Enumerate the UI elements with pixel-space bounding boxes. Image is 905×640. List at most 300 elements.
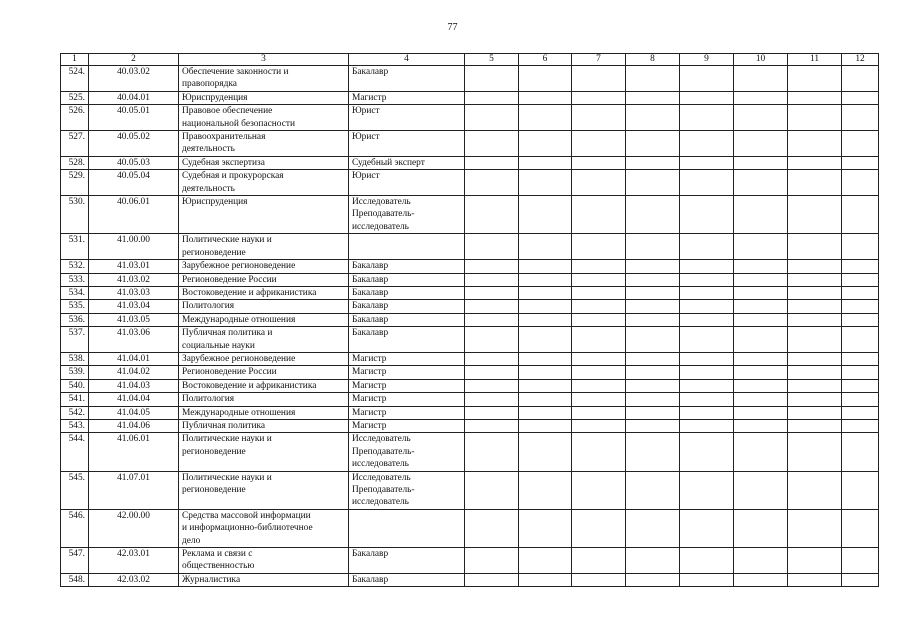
table-row — [61, 156, 879, 169]
column-11-cell — [788, 419, 842, 432]
specialty-code: 40.03.02 — [89, 66, 179, 92]
specialty-name — [179, 573, 349, 586]
specialty-name-line: Журналистика — [182, 574, 241, 585]
column-6-cell — [519, 286, 572, 299]
column-12-cell — [842, 352, 879, 365]
column-12-cell — [842, 234, 879, 260]
specialty-code: 40.05.04 — [89, 170, 179, 196]
column-8-cell — [626, 548, 680, 574]
column-11-cell — [788, 91, 842, 104]
column-8-cell — [626, 366, 680, 379]
row-number: 537. — [61, 327, 89, 353]
qualification-line: Бакалавр — [352, 274, 389, 285]
qualification-line: Юрист — [352, 106, 380, 117]
column-6-cell — [519, 366, 572, 379]
column-7-cell — [572, 260, 626, 273]
specialty-code: 40.05.01 — [89, 105, 179, 131]
qualification — [349, 260, 465, 273]
column-12-cell — [842, 286, 879, 299]
column-11-cell — [788, 170, 842, 196]
column-6-cell — [519, 313, 572, 326]
row-number: 527. — [61, 131, 89, 157]
column-6-cell — [519, 433, 572, 471]
column-6-cell — [519, 327, 572, 353]
specialty-name — [179, 366, 349, 379]
specialty-code: 41.04.05 — [89, 406, 179, 419]
specialty-name — [179, 393, 349, 406]
specialty-code: 41.04.04 — [89, 393, 179, 406]
column-7-cell — [572, 393, 626, 406]
row-number: 525. — [61, 91, 89, 104]
column-5-cell — [465, 573, 519, 586]
column-6-cell — [519, 91, 572, 104]
column-10-cell — [734, 509, 788, 547]
specialty-name — [179, 170, 349, 196]
qualification — [349, 234, 465, 260]
column-7-cell — [572, 300, 626, 313]
column-10-cell — [734, 260, 788, 273]
specialty-name — [179, 379, 349, 392]
specialty-name — [179, 131, 349, 157]
row-number: 548. — [61, 573, 89, 586]
qualification — [349, 273, 465, 286]
specialty-code: 42.00.00 — [89, 509, 179, 547]
column-header: 4 — [349, 54, 465, 66]
column-10-cell — [734, 419, 788, 432]
column-5-cell — [465, 313, 519, 326]
column-8-cell — [626, 471, 680, 509]
row-number: 546. — [61, 509, 89, 547]
column-header: 11 — [788, 54, 842, 66]
column-7-cell — [572, 91, 626, 104]
column-7-cell — [572, 105, 626, 131]
specialty-name-line: регионоведение — [182, 485, 246, 495]
column-10-cell — [734, 170, 788, 196]
column-8-cell — [626, 300, 680, 313]
column-8-cell — [626, 379, 680, 392]
column-9-cell — [680, 105, 734, 131]
column-header: 2 — [89, 54, 179, 66]
column-5-cell — [465, 366, 519, 379]
qualification — [349, 366, 465, 379]
row-number: 547. — [61, 548, 89, 574]
column-10-cell — [734, 300, 788, 313]
column-10-cell — [734, 471, 788, 509]
column-11-cell — [788, 234, 842, 260]
row-number: 541. — [61, 393, 89, 406]
column-8-cell — [626, 286, 680, 299]
row-number: 538. — [61, 352, 89, 365]
qualification — [349, 406, 465, 419]
column-10-cell — [734, 352, 788, 365]
specialty-name-line: дело — [182, 535, 201, 546]
column-11-cell — [788, 471, 842, 509]
row-number: 528. — [61, 156, 89, 169]
column-12-cell — [842, 131, 879, 157]
column-12-cell — [842, 313, 879, 326]
column-12-cell — [842, 433, 879, 471]
specialty-name-line: Судебная экспертиза — [182, 157, 265, 168]
column-5-cell — [465, 300, 519, 313]
column-11-cell — [788, 352, 842, 365]
column-6-cell — [519, 131, 572, 157]
column-11-cell — [788, 573, 842, 586]
qualification-line: Преподаватель- — [352, 446, 415, 457]
column-8-cell — [626, 433, 680, 471]
column-11-cell — [788, 156, 842, 169]
column-8-cell — [626, 234, 680, 260]
table-row — [61, 509, 879, 547]
specialty-code: 41.03.03 — [89, 286, 179, 299]
column-12-cell — [842, 91, 879, 104]
specialty-name — [179, 509, 349, 547]
column-5-cell — [465, 260, 519, 273]
specialty-name-line: Политические науки и — [182, 434, 272, 445]
column-12-cell — [842, 393, 879, 406]
column-11-cell — [788, 273, 842, 286]
specialty-code: 41.03.02 — [89, 273, 179, 286]
column-6-cell — [519, 234, 572, 260]
column-5-cell — [465, 273, 519, 286]
table-row — [61, 286, 879, 299]
column-8-cell — [626, 196, 680, 234]
column-header: 8 — [626, 54, 680, 66]
qualification — [349, 573, 465, 586]
column-9-cell — [680, 313, 734, 326]
column-9-cell — [680, 234, 734, 260]
specialty-name — [179, 66, 349, 92]
column-10-cell — [734, 273, 788, 286]
specialty-code: 41.03.01 — [89, 260, 179, 273]
specialty-name-line: общественностью — [182, 561, 255, 572]
specialty-name-line: Реклама и связи с — [182, 549, 253, 560]
column-7-cell — [572, 406, 626, 419]
table-row — [61, 471, 879, 509]
column-6-cell — [519, 105, 572, 131]
column-5-cell — [465, 419, 519, 432]
column-5-cell — [465, 352, 519, 365]
row-number: 534. — [61, 286, 89, 299]
page-number: 77 — [447, 22, 458, 33]
table-row — [61, 260, 879, 273]
table-body — [61, 66, 879, 587]
column-8-cell — [626, 313, 680, 326]
specialty-name — [179, 352, 349, 365]
qualification — [349, 131, 465, 157]
column-5-cell — [465, 433, 519, 471]
column-10-cell — [734, 286, 788, 299]
column-9-cell — [680, 327, 734, 353]
column-5-cell — [465, 105, 519, 131]
column-header: 1 — [61, 54, 89, 66]
column-10-cell — [734, 548, 788, 574]
column-6-cell — [519, 170, 572, 196]
table-row — [61, 352, 879, 365]
qualification — [349, 196, 465, 234]
column-header: 7 — [572, 54, 626, 66]
column-9-cell — [680, 170, 734, 196]
table-row — [61, 66, 879, 92]
qualification — [349, 105, 465, 131]
specialty-name-line: Судебная и прокурорская — [182, 171, 284, 182]
column-11-cell — [788, 379, 842, 392]
row-number: 540. — [61, 379, 89, 392]
specialty-name — [179, 433, 349, 471]
column-7-cell — [572, 419, 626, 432]
qualification — [349, 300, 465, 313]
qualification-line: Юрист — [352, 171, 380, 182]
column-9-cell — [680, 406, 734, 419]
row-number: 532. — [61, 260, 89, 273]
specialty-code: 41.07.01 — [89, 471, 179, 509]
header-row — [61, 54, 879, 66]
qualification-line: Бакалавр — [352, 549, 389, 560]
specialty-name — [179, 105, 349, 131]
row-number: 526. — [61, 105, 89, 131]
row-number: 536. — [61, 313, 89, 326]
specialty-name-line: деятельность — [182, 183, 235, 194]
column-8-cell — [626, 105, 680, 131]
row-number: 531. — [61, 234, 89, 260]
column-8-cell — [626, 393, 680, 406]
qualification — [349, 509, 465, 547]
qualification-line: Судебный эксперт — [352, 157, 425, 168]
column-12-cell — [842, 260, 879, 273]
column-6-cell — [519, 273, 572, 286]
column-7-cell — [572, 273, 626, 286]
column-5-cell — [465, 66, 519, 92]
specialty-name — [179, 286, 349, 299]
specialty-code: 41.04.03 — [89, 379, 179, 392]
qualification-line: Бакалавр — [352, 67, 389, 77]
specialty-code: 41.03.04 — [89, 300, 179, 313]
specialties-table — [60, 53, 879, 587]
specialty-name — [179, 419, 349, 432]
specialty-name-line: Востоковедение и африканистика — [182, 380, 317, 391]
column-10-cell — [734, 393, 788, 406]
qualification — [349, 66, 465, 92]
column-9-cell — [680, 352, 734, 365]
column-6-cell — [519, 471, 572, 509]
column-7-cell — [572, 471, 626, 509]
column-header: 3 — [179, 54, 349, 66]
qualification-line: Исследователь — [352, 197, 411, 208]
table-row — [61, 300, 879, 313]
specialty-name-line: правопорядка — [182, 79, 237, 90]
qualification — [349, 156, 465, 169]
column-5-cell — [465, 131, 519, 157]
qualification — [349, 393, 465, 406]
column-11-cell — [788, 131, 842, 157]
table-row — [61, 573, 879, 586]
table-row — [61, 366, 879, 379]
column-8-cell — [626, 509, 680, 547]
column-7-cell — [572, 548, 626, 574]
column-9-cell — [680, 91, 734, 104]
table-row — [61, 419, 879, 432]
column-5-cell — [465, 393, 519, 406]
column-header: 5 — [465, 54, 519, 66]
column-7-cell — [572, 66, 626, 92]
row-number: 545. — [61, 471, 89, 509]
column-header: 12 — [842, 54, 879, 66]
column-9-cell — [680, 548, 734, 574]
specialty-name — [179, 273, 349, 286]
column-12-cell — [842, 379, 879, 392]
qualification-line: Юрист — [352, 132, 380, 143]
qualification-line: Магистр — [352, 92, 387, 103]
column-9-cell — [680, 156, 734, 169]
column-8-cell — [626, 419, 680, 432]
column-5-cell — [465, 91, 519, 104]
column-12-cell — [842, 273, 879, 286]
column-7-cell — [572, 196, 626, 234]
column-5-cell — [465, 509, 519, 547]
column-9-cell — [680, 300, 734, 313]
qualification-line: Бакалавр — [352, 314, 389, 325]
specialty-name-line: Средства массовой информации — [182, 510, 311, 521]
column-9-cell — [680, 66, 734, 92]
specialty-code: 41.04.02 — [89, 366, 179, 379]
specialty-name-line: Востоковедение и африканистика — [182, 287, 317, 298]
column-12-cell — [842, 509, 879, 547]
column-5-cell — [465, 379, 519, 392]
column-12-cell — [842, 300, 879, 313]
specialty-name-line: Политология — [182, 301, 235, 312]
specialty-code: 41.06.01 — [89, 433, 179, 471]
column-7-cell — [572, 509, 626, 547]
column-7-cell — [572, 379, 626, 392]
qualification-line: Бакалавр — [352, 301, 389, 312]
specialty-name — [179, 196, 349, 234]
column-9-cell — [680, 419, 734, 432]
column-11-cell — [788, 300, 842, 313]
column-10-cell — [734, 433, 788, 471]
column-10-cell — [734, 196, 788, 234]
qualification-line: Магистр — [352, 380, 387, 391]
table-row — [61, 393, 879, 406]
column-9-cell — [680, 379, 734, 392]
column-12-cell — [842, 471, 879, 509]
specialty-name-line: Политология — [182, 394, 235, 405]
column-6-cell — [519, 66, 572, 92]
column-6-cell — [519, 300, 572, 313]
column-8-cell — [626, 260, 680, 273]
column-11-cell — [788, 286, 842, 299]
column-10-cell — [734, 379, 788, 392]
column-header: 9 — [680, 54, 734, 66]
column-11-cell — [788, 548, 842, 574]
column-7-cell — [572, 234, 626, 260]
specialty-name — [179, 471, 349, 509]
qualification — [349, 379, 465, 392]
row-number: 543. — [61, 419, 89, 432]
column-6-cell — [519, 393, 572, 406]
specialty-name-line: Политические науки и — [182, 235, 272, 246]
table-row — [61, 170, 879, 196]
column-11-cell — [788, 366, 842, 379]
qualification-line: Магистр — [352, 353, 387, 364]
specialty-code: 41.04.01 — [89, 352, 179, 365]
table-row — [61, 91, 879, 104]
table-row — [61, 406, 879, 419]
column-5-cell — [465, 170, 519, 196]
specialty-code: 40.05.02 — [89, 131, 179, 157]
column-8-cell — [626, 156, 680, 169]
column-6-cell — [519, 548, 572, 574]
column-11-cell — [788, 433, 842, 471]
table-row — [61, 105, 879, 131]
specialty-name-line: Зарубежное регионоведение — [182, 353, 296, 364]
column-10-cell — [734, 66, 788, 92]
row-number: 530. — [61, 196, 89, 234]
specialty-code: 40.05.03 — [89, 156, 179, 169]
specialty-name-line: регионоведение — [182, 446, 246, 457]
column-8-cell — [626, 573, 680, 586]
specialty-name-line: Публичная политика — [182, 420, 266, 431]
qualification — [349, 286, 465, 299]
row-number: 524. — [61, 66, 89, 92]
column-9-cell — [680, 273, 734, 286]
specialty-name-line: национальной безопасности — [182, 118, 295, 129]
column-9-cell — [680, 286, 734, 299]
column-9-cell — [680, 196, 734, 234]
column-12-cell — [842, 156, 879, 169]
column-7-cell — [572, 433, 626, 471]
specialty-name — [179, 327, 349, 353]
column-7-cell — [572, 170, 626, 196]
column-7-cell — [572, 366, 626, 379]
column-8-cell — [626, 352, 680, 365]
column-5-cell — [465, 548, 519, 574]
specialty-name-line: деятельность — [182, 144, 235, 155]
column-header: 6 — [519, 54, 572, 66]
column-10-cell — [734, 131, 788, 157]
specialty-name-line: социальные науки — [182, 340, 255, 351]
column-8-cell — [626, 170, 680, 196]
table-row — [61, 196, 879, 234]
specialty-name-line: Обеспечение законности и — [182, 67, 289, 77]
column-9-cell — [680, 573, 734, 586]
qualification — [349, 471, 465, 509]
column-5-cell — [465, 327, 519, 353]
specialty-name-line: регионоведение — [182, 247, 246, 258]
column-10-cell — [734, 327, 788, 353]
column-11-cell — [788, 105, 842, 131]
column-11-cell — [788, 509, 842, 547]
specialty-name-line: Международные отношения — [182, 407, 296, 418]
column-9-cell — [680, 260, 734, 273]
column-11-cell — [788, 196, 842, 234]
column-9-cell — [680, 366, 734, 379]
column-9-cell — [680, 509, 734, 547]
qualification — [349, 91, 465, 104]
table-row — [61, 433, 879, 471]
specialty-code: 42.03.01 — [89, 548, 179, 574]
qualification-line: Преподаватель- — [352, 485, 415, 495]
qualification — [349, 170, 465, 196]
table-row — [61, 131, 879, 157]
table-row — [61, 379, 879, 392]
qualification-line: исследователь — [352, 497, 409, 508]
qualification — [349, 352, 465, 365]
column-12-cell — [842, 366, 879, 379]
qualification-line: Исследователь — [352, 472, 411, 483]
specialty-name-line: Зарубежное регионоведение — [182, 261, 296, 272]
qualification — [349, 327, 465, 353]
table-row — [61, 548, 879, 574]
qualification — [349, 419, 465, 432]
